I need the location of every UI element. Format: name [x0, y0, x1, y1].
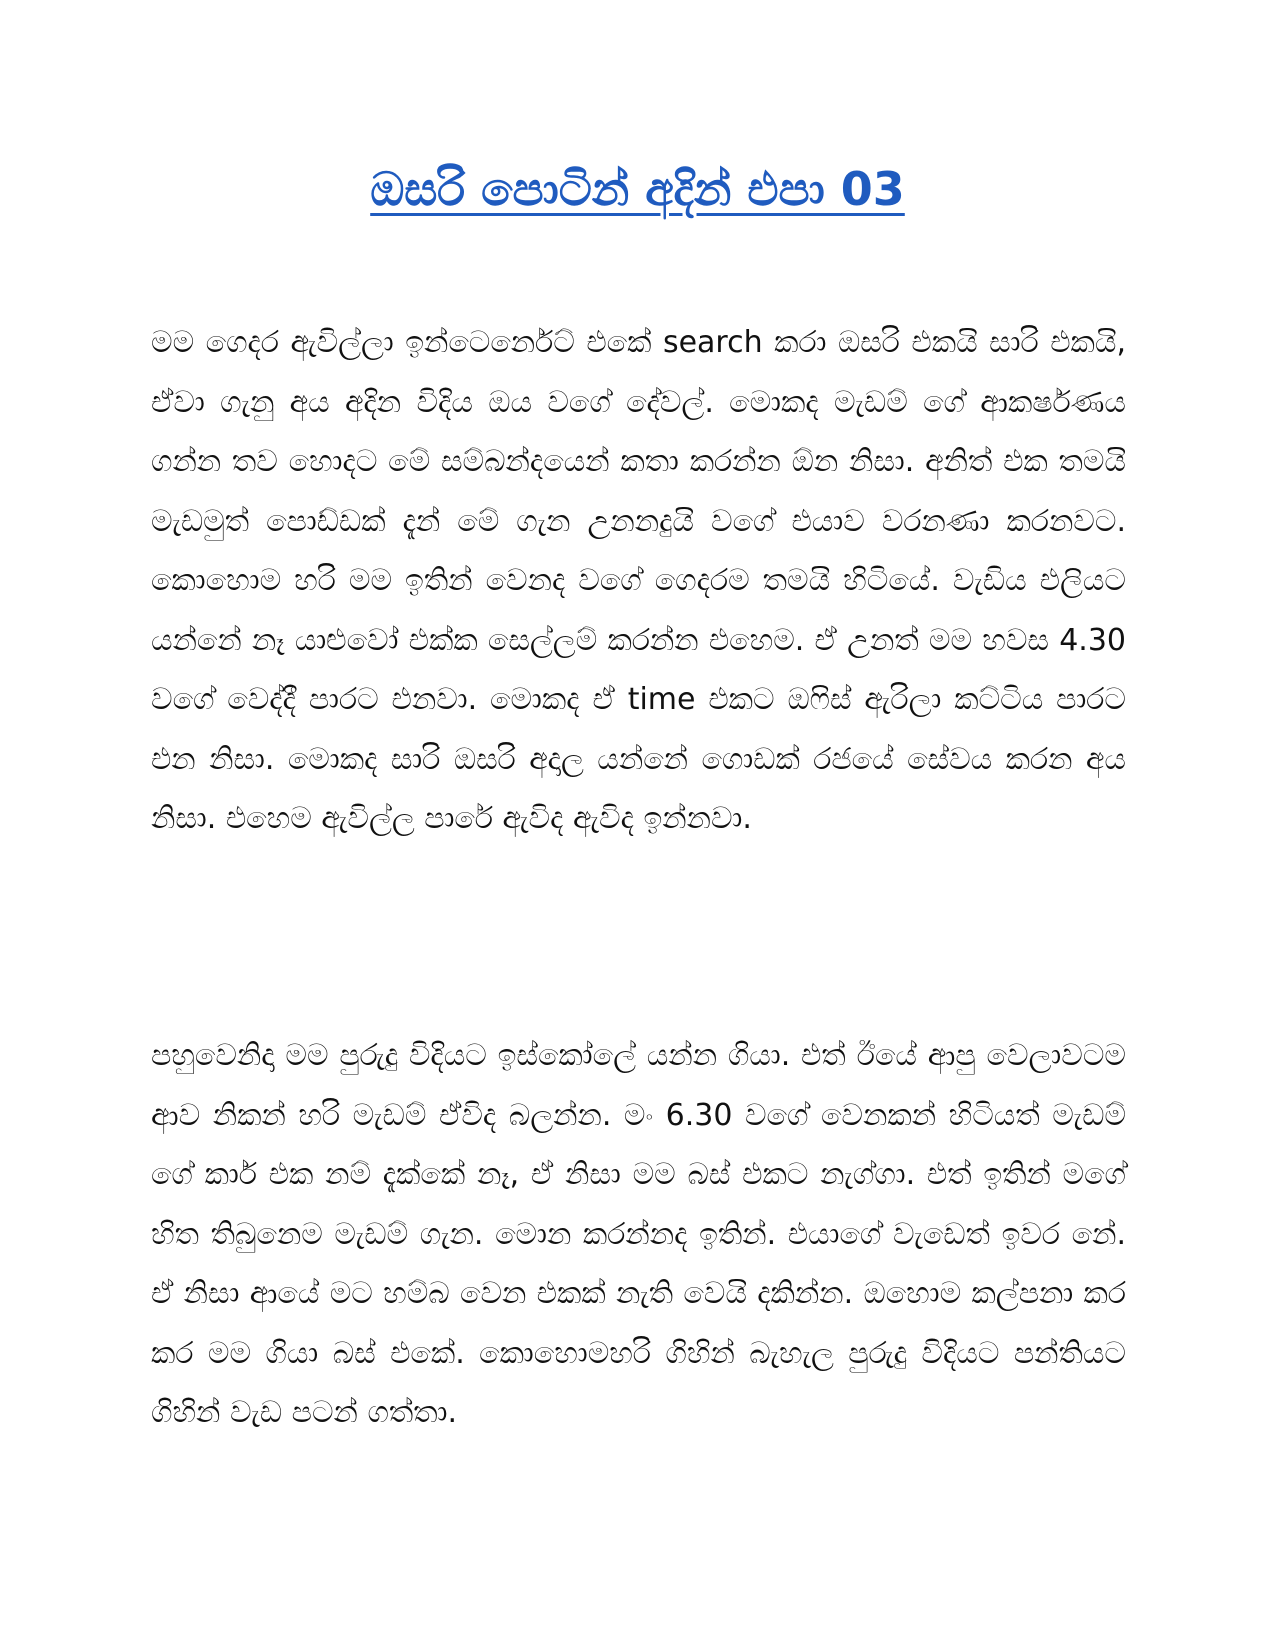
paragraph-1: මම ගෙදර ඇවිල්ලා ඉන්ටෙර්නෙට් එකේ search කරා ඔසරි එකයි සාරි එකයි, ඒවා ගැනු අය අදින විදිය ඔය වගේ දේවල්. මොකද මැඩම් ගේ ආකර්ෂණය ගන්න තව හොදට මේ සම්බන්දයෙන් කතා කරන්න ඕන නිසා. අනිත් එක තමයි මැඩමුත් පොඩ්ඩක් දැන් මේ ගැන උනනදුයි වගේ එයාව වරනණා කරනවට. කොහොම හරි මම ඉතින් වෙනද වගේ ගෙදරම තමයි හිටියේ. වැඩිය එලියට යන්නේ නෑ යාළුවෝ එක්ක සෙල්ලම් කරන්න එහෙම. ඒ උනත් මම හවස 4.30 වගේ වෙද්දී පාරට එනවා. මොකද ඒ time එකට ඔෆිස් ඇරිලා කට්ටිය පාරට එන නිසා. මොකද සාරි ඔසරි අදාල යන්නේ ගොඩක් රජයේ සේවය කරන අය නිසා. එහෙම ඇවිල්ල පාරේ ඇවිද ඇවිද ඉන්නවා. [151, 325, 1126, 836]
paragraph-2: පහුවෙනිදා මම පුරුදු විදියට ඉස්කෝලේ යන්න ගියා. එත් ඊයේ ආපු වෙලාවටම ආව නිකන් හරි මැඩම් ඒවිද බලන්න. මං 6.30 වගේ වෙනකන් හිටියත් මැඩම් ගේ කාර් එක නම් දැක්කේ නෑ, ඒ නිසා මම බස් එකට නැග්ගා. එත් ඉතින් මගේ හිත තිබුනෙම මැඩම් ගැන. මොන කරන්නද ඉතින්. එයාගේ වැඩෙත් ඉවර නේ. ඒ නිසා ආයේ මට හම්බ වෙන එකක් නැති වෙයි දකින්න. ඔහොම කල්පනා කර කර මම ගියා බස් එකේ. කොහොමහරි ගිහින් බැහැල පුරුදු විදියට පන්තියට ගිහින් වැඩ පටන් ගත්තා. [151, 1038, 1126, 1430]
page-title: ඔසරි පොටින් අදින් එපා 03 [370, 162, 905, 216]
